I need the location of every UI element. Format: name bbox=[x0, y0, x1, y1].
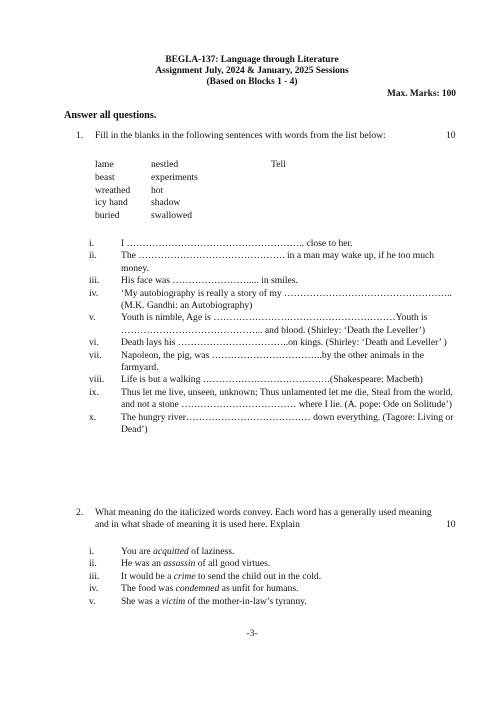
word: buried bbox=[95, 210, 120, 222]
list-item: ii. He was an assassin of all good virtues. bbox=[89, 558, 271, 570]
course-title: BEGLA-137: Language through Literature bbox=[165, 55, 339, 65]
word: hot bbox=[151, 184, 164, 196]
list-item: vii. Napoleon, the pig, was ……………………………..by the other animals in the farmyard. bbox=[89, 349, 424, 374]
list-item: v. Youth is nimble, Age is …………………………………………………Youth is ……………………………………... and blood. (Shirley: ‘Death the Leveller’) bbox=[89, 312, 428, 336]
question-2-marks: 10 bbox=[446, 519, 456, 531]
word: swallowed bbox=[151, 210, 193, 222]
list-item: ii. The ………………………………………. in a man may wake up, if he too much money. bbox=[89, 250, 435, 274]
list-item: iv. The food was condemned as unfit for humans. bbox=[89, 583, 299, 595]
instruction: Answer all questions. bbox=[64, 110, 157, 121]
word: shadow bbox=[151, 197, 181, 209]
list-item: iv. ‘My autobiography is really a story of my …………………………………………….. (M.K. Gandhi: an Autobiography) bbox=[89, 287, 452, 312]
word-list-column-2 bbox=[151, 159, 198, 223]
word: lame bbox=[95, 159, 114, 170]
word: beast bbox=[95, 171, 115, 183]
blocks-note: (Based on Blocks 1 - 4) bbox=[206, 77, 298, 88]
question-1-marks: 10 bbox=[446, 130, 456, 141]
list-item: iii. It would be a crime to send the child out in the cold. bbox=[89, 570, 322, 582]
list-item: viii. Life is but a walking ………………………………….(Shakespeare: Macbeth) bbox=[89, 374, 423, 386]
page-number: -3- bbox=[246, 628, 258, 639]
question-1-text: Fill in the blanks in the following sentences with words from the list below: bbox=[95, 130, 386, 141]
list-item: x. The hungry river………………………………… down everything. (Tagore: Living or Dead’) bbox=[89, 411, 454, 436]
word: experiments bbox=[151, 171, 198, 183]
assignment-session: Assignment July, 2024 & January, 2025 Sessions bbox=[155, 66, 349, 77]
list-item: iii. His face was …………………….... in smiles. bbox=[89, 275, 298, 287]
italic-word: condemned bbox=[175, 583, 220, 595]
max-marks: Max. Marks: 100 bbox=[387, 89, 456, 99]
document-header bbox=[0, 55, 504, 89]
list-item: v. She was a victim of the mother-in-law’s tyranny. bbox=[89, 595, 307, 607]
question-1-items bbox=[0, 238, 504, 437]
italic-word: victim bbox=[161, 595, 186, 607]
word-list-column-1 bbox=[95, 159, 130, 223]
word: nestled bbox=[151, 159, 179, 170]
list-item: ix. Thus let me live, unseen, unknown; Thus unlamented let me die, Steal from the world, and not a stone ……………………………… where I lie. (A. pope: Ode on Solitude’) bbox=[89, 386, 453, 411]
italic-word: acquitted bbox=[153, 546, 189, 557]
italic-word: crime bbox=[173, 570, 196, 582]
question-1-number: 1. bbox=[76, 130, 84, 141]
word-list-column-3 bbox=[271, 159, 286, 172]
list-item: i. You are acquitted of laziness. bbox=[89, 546, 235, 557]
list-item: i. I ……………………………………………….. close to her. bbox=[89, 238, 353, 249]
word: Tell bbox=[271, 159, 286, 170]
question-2-items bbox=[0, 546, 504, 608]
word: icy hand bbox=[95, 197, 128, 209]
question-2-number: 2. bbox=[76, 507, 84, 518]
italic-word: assassin bbox=[163, 558, 196, 570]
list-item: vi. Death lays his ……………………………..on kings. (Shirley: ‘Death and Leveller’ ) bbox=[89, 337, 447, 349]
question-2-text: What meaning do the italicized words convey. Each word has a generally used meaning and in what shade of meaning it is used here. Explain bbox=[95, 507, 432, 531]
word: wreathed bbox=[95, 184, 131, 196]
